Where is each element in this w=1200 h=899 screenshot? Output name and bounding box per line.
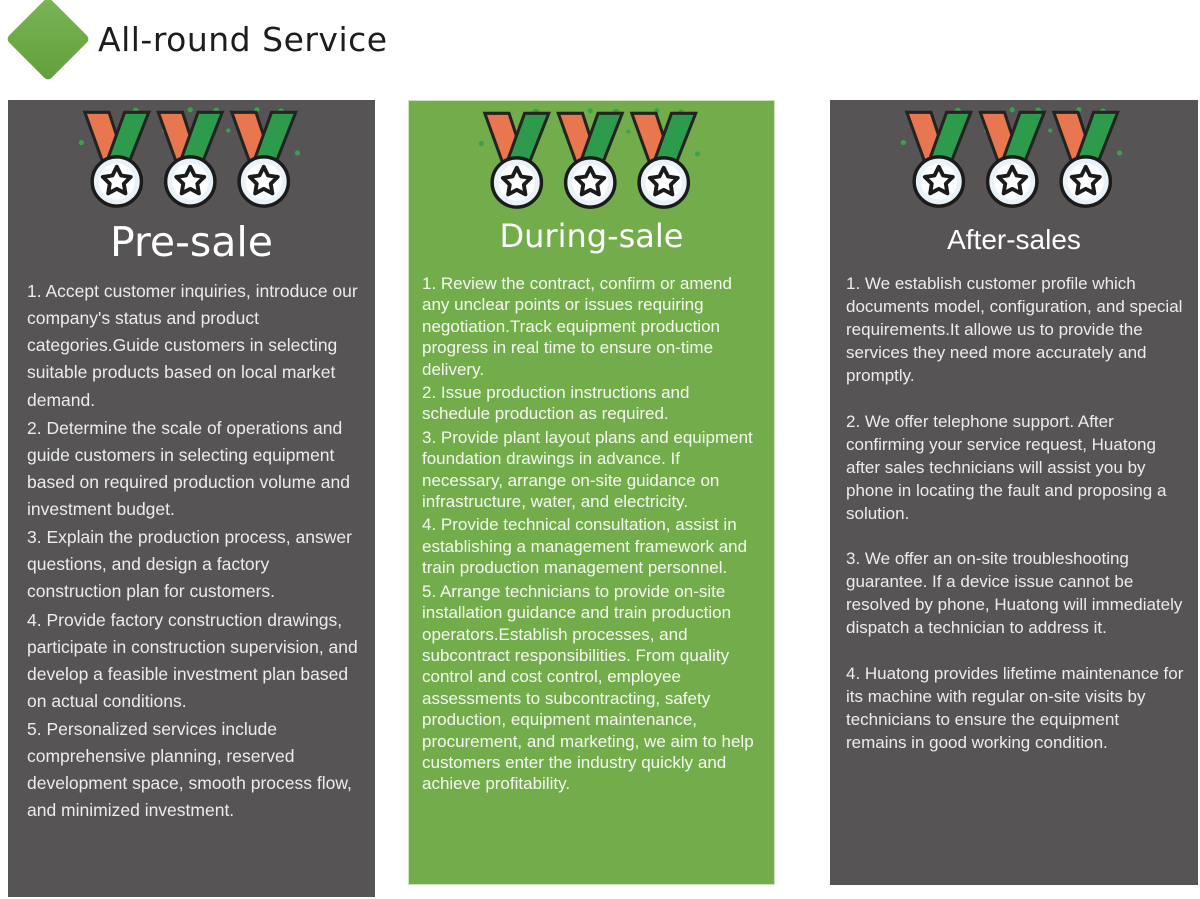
card-title-pre-sale: Pre-sale [109,218,274,266]
service-item: 1. We establish customer profile which documents model, configuration, and special requirements.It allowe us to provide the services they need more accurately and promptly. [846,274,1183,386]
medals-icon [70,108,314,210]
card-body [830,272,1198,754]
card-body [8,278,375,825]
page-header [6,0,388,78]
service-item: 5. Personalized services include comprehensive planning, reserved development space, smooth process flow, and minimized investment. [27,719,352,821]
page-title: All-round Service [98,19,388,59]
service-item: 2. Determine the scale of operations and guide customers in selecting equipment based on required production volume and investment budget. [27,417,350,519]
medals-icon [470,109,714,211]
service-item: 2. We offer telephone support. After confirming your service request, Huatong after sales technicians will assist you by phone in locating the fault and proposing a solution. [846,411,1167,523]
service-item: 4. Huatong provides lifetime maintenance for its machine with regular on-site visits by technicians to ensure the equipment remains in good working condition. [846,663,1184,752]
card-body [409,273,774,795]
diamond-icon [6,0,91,81]
service-item: 5. Arrange technicians to provide on-site installation guidance and train production operators.Establish processes, and subcontract responsibilities. From quality control and cost control, employee assessments to subcontracting, safety production, equipment maintenance, procurement, and marketing, we aim to help customers enter the industry quickly and achieve profitability. [422,581,754,794]
card-pre-sale [8,100,375,897]
card-title-during-sale: During-sale [499,217,684,255]
service-item: 4. Provide factory construction drawings, participate in construction supervision, and develop a feasible investment plan based on actual conditions. [27,609,358,711]
card-during-sale [408,100,775,885]
service-item: 3. Explain the production process, answer questions, and design a factory construction plan for customers. [27,527,352,602]
service-item: 3. Provide plant layout plans and equipment foundation drawings in advance. If necessary, arrange on-site guidance on infrastructure, water, and electricity. [422,427,753,512]
card-title-after-sales: After-sales [947,224,1081,255]
service-item: 1. Review the contract, confirm or amend any unclear points or issues requiring negotiation.Track equipment production progress in real time to ensure on-time delivery. [422,274,732,379]
service-item: 2. Issue production instructions and schedule production as required. [422,383,690,424]
service-item: 4. Provide technical consultation, assist in establishing a management framework and train production management personnel. [422,515,748,578]
service-item: 3. We offer an on-site troubleshooting guarantee. If a device issue cannot be resolved by phone, Huatong will immediately dispatch a technician to address it. [846,549,1183,638]
medals-icon [892,108,1136,210]
service-item: 1. Accept customer inquiries, introduce our company's status and product categories.Guide customers in selecting suitable products based on local market demand. [27,281,358,410]
card-after-sales [830,100,1198,885]
